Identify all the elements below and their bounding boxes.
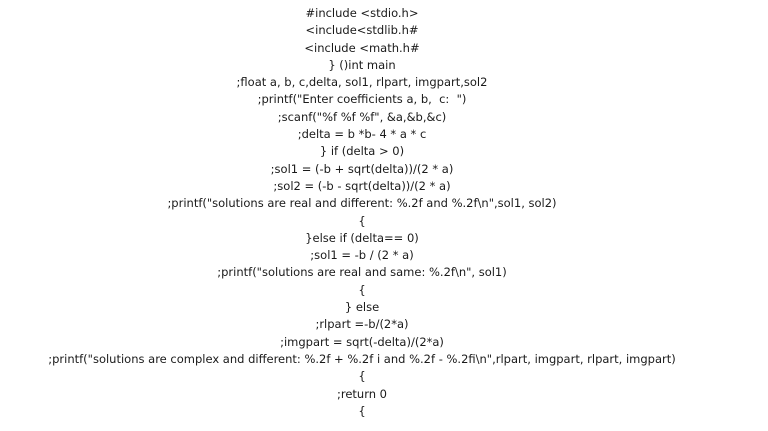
code-line: }else if (delta== 0) xyxy=(305,230,419,245)
code-document xyxy=(0,5,724,420)
code-line: { xyxy=(358,369,366,384)
code-line: <include<stdlib.h# xyxy=(305,23,419,38)
code-line: ;printf("solutions are real and same: %.2f\n", sol1) xyxy=(217,265,507,280)
code-line: ;printf("solutions are complex and different: %.2f + %.2f i and %.2f - %.2fi\n",rlpart, imgpart, rlpart, imgpart) xyxy=(48,351,676,366)
code-line: #include <stdio.h> xyxy=(305,6,419,20)
code-line: { xyxy=(358,213,366,228)
code-line: ;sol1 = -b / (2 * a) xyxy=(310,248,414,263)
code-line: ;float a, b, c,delta, sol1, rlpart, imgpart,sol2 xyxy=(236,75,488,90)
code-line: ;rlpart =-b/(2*a) xyxy=(315,317,409,332)
code-line: } else xyxy=(344,300,380,315)
code-line: ;sol2 = (-b - sqrt(delta))/(2 * a) xyxy=(273,178,451,193)
code-line: ;sol1 = (-b + sqrt(delta))/(2 * a) xyxy=(270,161,454,176)
code-line: ;scanf("%f %f %f", &a,&b,&c) xyxy=(277,109,447,124)
code-line: } if (delta > 0) xyxy=(319,144,405,159)
code-line: ;delta = b *b- 4 * a * c xyxy=(297,127,427,142)
code-line: } ()int main xyxy=(328,57,396,72)
code-line: ;printf("solutions are real and different: %.2f and %.2f\n",sol1, sol2) xyxy=(167,196,557,211)
code-line: ;printf("Enter coefficients a, b, c: ") xyxy=(257,92,467,107)
code-line: { xyxy=(358,403,366,418)
code-line: <include <math.h# xyxy=(304,40,420,55)
code-line: ;imgpart = sqrt(-delta)/(2*a) xyxy=(280,334,444,349)
code-line: ;return 0 xyxy=(336,386,387,401)
code-line: { xyxy=(358,282,366,297)
